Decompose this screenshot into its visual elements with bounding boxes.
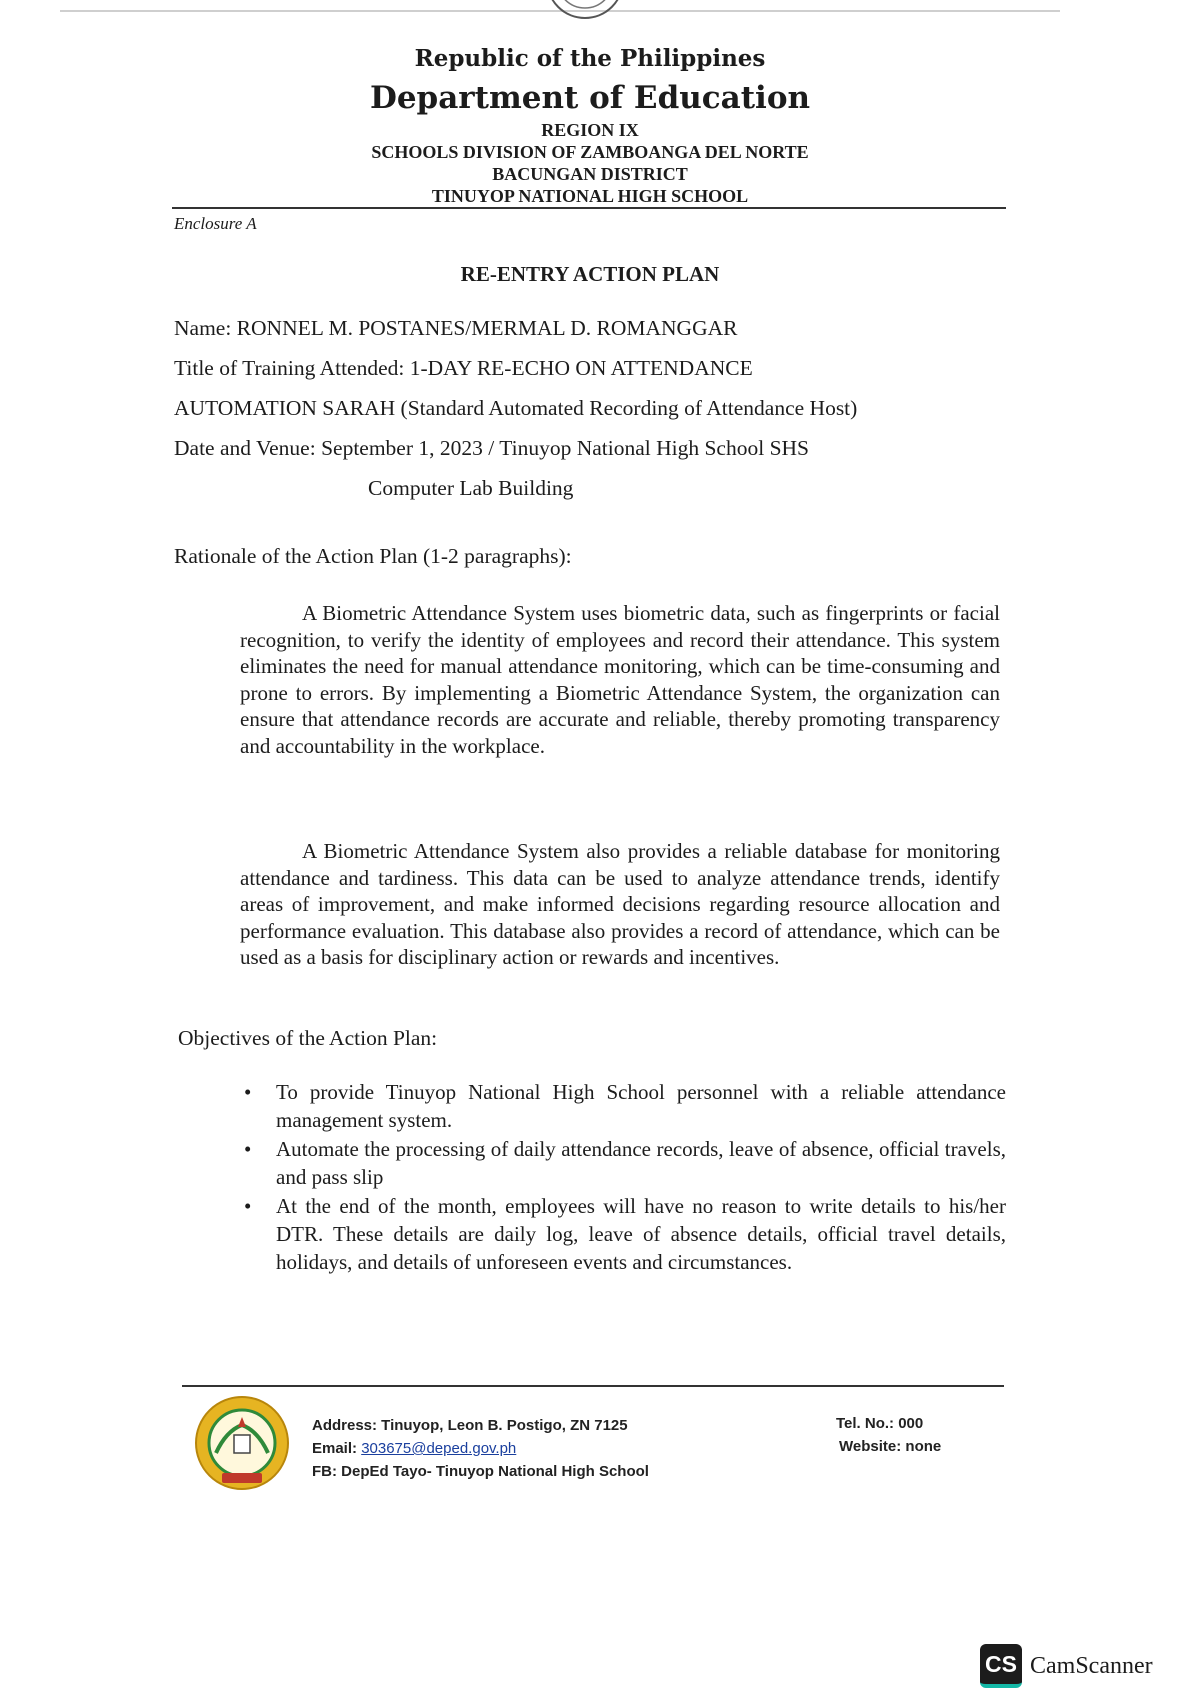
bullet-icon: • xyxy=(244,1137,252,1161)
rationale-paragraph-2-text: A Biometric Attendance System also provides a reliable database for monitoring attendance and tardiness. This data can be used to analyze attendance trends, identify areas of improvement, and make informed decisions regarding resource allocation and performance evaluation. This database also provides a record of attendance, which can be used as a basis for disciplinary action or rewards and incentives. xyxy=(240,839,1000,969)
list-item xyxy=(244,1192,1006,1276)
training-title-line2: AUTOMATION SARAH (Standard Automated Recording of Attendance Host) xyxy=(174,396,858,420)
training-title-line1: Title of Training Attended: 1-DAY RE-ECHO ON ATTENDANCE xyxy=(174,356,753,380)
republic-heading: Republic of the Philippines xyxy=(414,45,766,72)
objectives-heading: Objectives of the Action Plan: xyxy=(178,1026,438,1050)
footer-divider xyxy=(182,1385,1004,1387)
department-heading: Department of Education xyxy=(369,80,811,116)
camscanner-watermark xyxy=(980,1644,1153,1688)
objective-text: To provide Tinuyop National High School personnel with a reliable attendance management system. xyxy=(276,1080,1006,1132)
footer-address: Address: Tinuyop, Leon B. Postigo, ZN 7125 xyxy=(312,1417,628,1434)
list-item xyxy=(244,1135,1006,1191)
objective-text: Automate the processing of daily attendance records, leave of absence, official travels, and pass slip xyxy=(276,1137,1006,1189)
rationale-paragraph-1-text: A Biometric Attendance System uses biometric data, such as fingerprints or facial recognition, to verify the identity of employees and record their attendance. This system eliminates the need for manual attendance monitoring, which can be time-consuming and prone to errors. By implementing a Biometric Attendance System, the organization can ensure that attendance records are accurate and reliable, thereby promoting transparency and accountability in the workplace. xyxy=(240,601,1000,758)
camscanner-badge: CS xyxy=(980,1644,1022,1688)
name-field: Name: RONNEL M. POSTANES/MERMAL D. ROMANGGAR xyxy=(174,316,738,340)
footer-website: Website: none xyxy=(839,1438,942,1455)
rationale-paragraph-2 xyxy=(240,838,1000,971)
document-title: RE-ENTRY ACTION PLAN xyxy=(460,262,720,286)
list-item xyxy=(244,1078,1006,1134)
header-divider xyxy=(172,207,1006,209)
school-logo-icon xyxy=(186,1395,298,1491)
footer-email-row xyxy=(312,1437,649,1460)
district-heading: BACUNGAN DISTRICT xyxy=(492,164,688,184)
objective-text: At the end of the month, employees will have no reason to write details to his/her DTR. These details are daily log, leave of absence details, official travel details, holidays, and details of unforeseen events and circumstances. xyxy=(276,1194,1006,1274)
objectives-list xyxy=(244,1078,1006,1277)
footer-phone-web xyxy=(836,1412,941,1458)
date-venue-line2: Computer Lab Building xyxy=(368,476,574,500)
footer-email-link[interactable]: 303675@deped.gov.ph xyxy=(361,1440,517,1457)
school-heading: TINUYOP NATIONAL HIGH SCHOOL xyxy=(431,186,749,206)
enclosure-label: Enclosure A xyxy=(174,214,257,233)
camscanner-brand: CamScanner xyxy=(1030,1652,1153,1679)
division-heading: SCHOOLS DIVISION OF ZAMBOANGA DEL NORTE xyxy=(371,142,809,162)
bullet-icon: • xyxy=(244,1080,252,1104)
footer-fb: FB: DepEd Tayo- Tinuyop National High School xyxy=(312,1463,649,1480)
bullet-icon: • xyxy=(244,1194,252,1218)
footer-tel: Tel. No.: 000 xyxy=(836,1415,924,1432)
region-heading: REGION IX xyxy=(541,120,639,140)
date-venue-line1: Date and Venue: September 1, 2023 / Tinuyop National High School SHS xyxy=(174,436,810,460)
rationale-paragraph-1 xyxy=(240,600,1000,759)
rationale-heading: Rationale of the Action Plan (1-2 paragraphs): xyxy=(174,544,572,568)
deped-seal-icon xyxy=(540,0,630,20)
footer-email-label: Email: xyxy=(312,1440,362,1457)
footer-contact xyxy=(312,1414,649,1483)
